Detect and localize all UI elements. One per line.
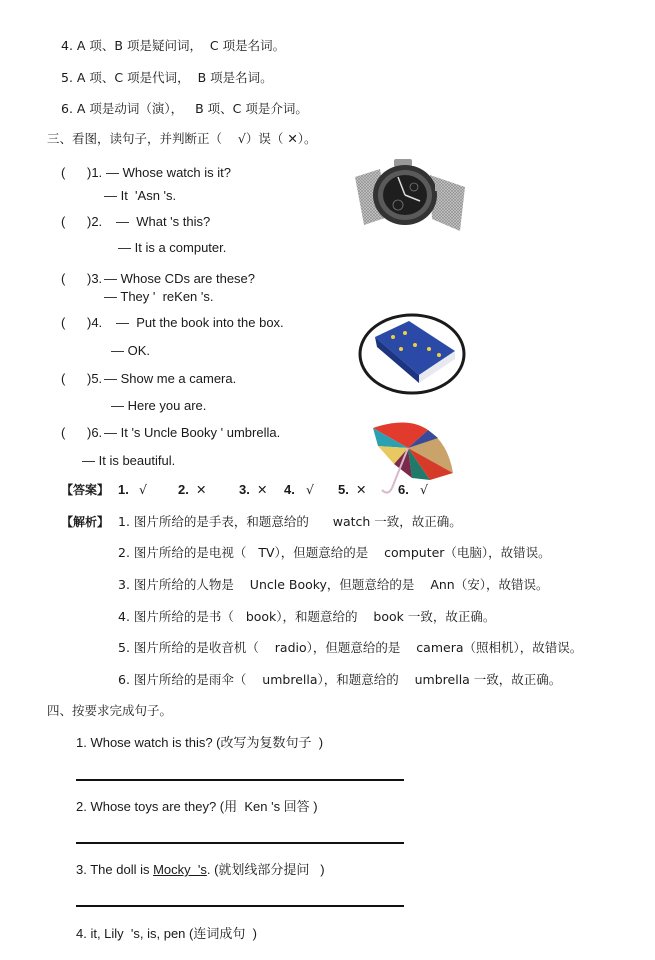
answer-label: 【答案】	[61, 483, 110, 497]
item6-answer: — It is beautiful.	[82, 453, 176, 468]
answer-2-mark: ✕	[196, 482, 207, 497]
item3-paren: ( )3.	[61, 271, 103, 286]
item4-answer: — OK.	[111, 343, 151, 358]
item4-question: — Put the book into the box.	[116, 315, 284, 330]
item3-question: — Whose CDs are these?	[104, 271, 256, 286]
answer-1-num: 1.	[118, 482, 129, 497]
item2-answer: — It is a computer.	[118, 240, 227, 255]
explanation-line-6: 6. A 项是动词（演）， B 项、C 项是介词。	[61, 101, 308, 116]
umbrella-image	[368, 418, 463, 498]
analysis-line-6: 6. 图片所给的是雨伞（ umbrella），和题意给的 umbrella 一致，故正确。	[118, 672, 562, 687]
answer-3-mark: ✕	[257, 482, 268, 497]
item1-paren: ( )1.	[61, 165, 103, 180]
task-3	[76, 862, 325, 878]
section4-heading: 四、按要求完成句子。	[47, 703, 173, 718]
analysis-line-5: 5. 图片所给的是收音机（ radio），但题意给的是 camera（照相机），故错误。	[118, 640, 583, 655]
item5-answer: — Here you are.	[111, 398, 207, 413]
answer-6-mark: √	[420, 482, 428, 497]
answer-5-mark: ✕	[356, 482, 367, 497]
answer-line-2[interactable]	[76, 842, 404, 844]
item2-paren: ( )2.	[61, 214, 103, 229]
item3-answer: — They ' reKen 's.	[104, 289, 214, 304]
item6-question: — It 's Uncle Booky ' umbrella.	[104, 425, 281, 440]
analysis-line-3: 3. 图片所给的人物是 Uncle Booky，但题意给的是 Ann（安），故错误。	[118, 577, 549, 592]
answer-line-1[interactable]	[76, 779, 404, 781]
item1-answer: — It 'Asn 's.	[104, 188, 177, 203]
answer-6-num: 6.	[398, 482, 409, 497]
item1-question: — Whose watch is it?	[106, 165, 231, 180]
section3-heading: 三、看图，读句子，并判断正（ √）误（ ✕）。	[47, 131, 317, 146]
answer-4-num: 4.	[284, 482, 295, 497]
item4-paren: ( )4.	[61, 315, 103, 330]
book-image	[357, 309, 467, 397]
item6-paren: ( )6.	[61, 425, 103, 440]
item5-question: — Show me a camera.	[104, 371, 237, 386]
item5-paren: ( )5.	[61, 371, 103, 386]
answer-1-mark: √	[139, 482, 147, 497]
task-3-pre: 3. The doll is	[76, 862, 154, 877]
analysis-line-1: 1. 图片所给的是手表，和题意给的 watch 一致，故正确。	[118, 514, 462, 529]
analysis-line-4: 4. 图片所给的是书（ book），和题意给的 book 一致，故正确。	[118, 609, 496, 624]
task-4: 4. it, Lily 's, is, pen (连词成句 )	[76, 926, 257, 941]
task-2: 2. Whose toys are they? (用 Ken 's 回答 )	[76, 799, 318, 814]
task-3-underlined: Mocky 's	[153, 862, 207, 877]
analysis-label: 【解析】	[61, 515, 110, 529]
explanation-line-5: 5. A 项、C 项是代词， B 项是名词。	[61, 70, 273, 85]
explanation-line-4: 4. A 项、B 项是疑问词， C 项是名词。	[61, 38, 286, 53]
answer-5-num: 5.	[338, 482, 349, 497]
answer-2-num: 2.	[178, 482, 189, 497]
analysis-line-2: 2. 图片所给的是电视（ TV），但题意给的是 computer（电脑），故错误。	[118, 545, 551, 560]
task-3-post: . (就划线部分提问 )	[206, 862, 325, 877]
watch-image	[350, 155, 470, 235]
answer-3-num: 3.	[239, 482, 250, 497]
task-1: 1. Whose watch is this? (改写为复数句子 )	[76, 735, 324, 750]
answer-4-mark: √	[306, 482, 314, 497]
item2-question: — What 's this?	[116, 214, 211, 229]
answer-line-3[interactable]	[76, 905, 404, 907]
